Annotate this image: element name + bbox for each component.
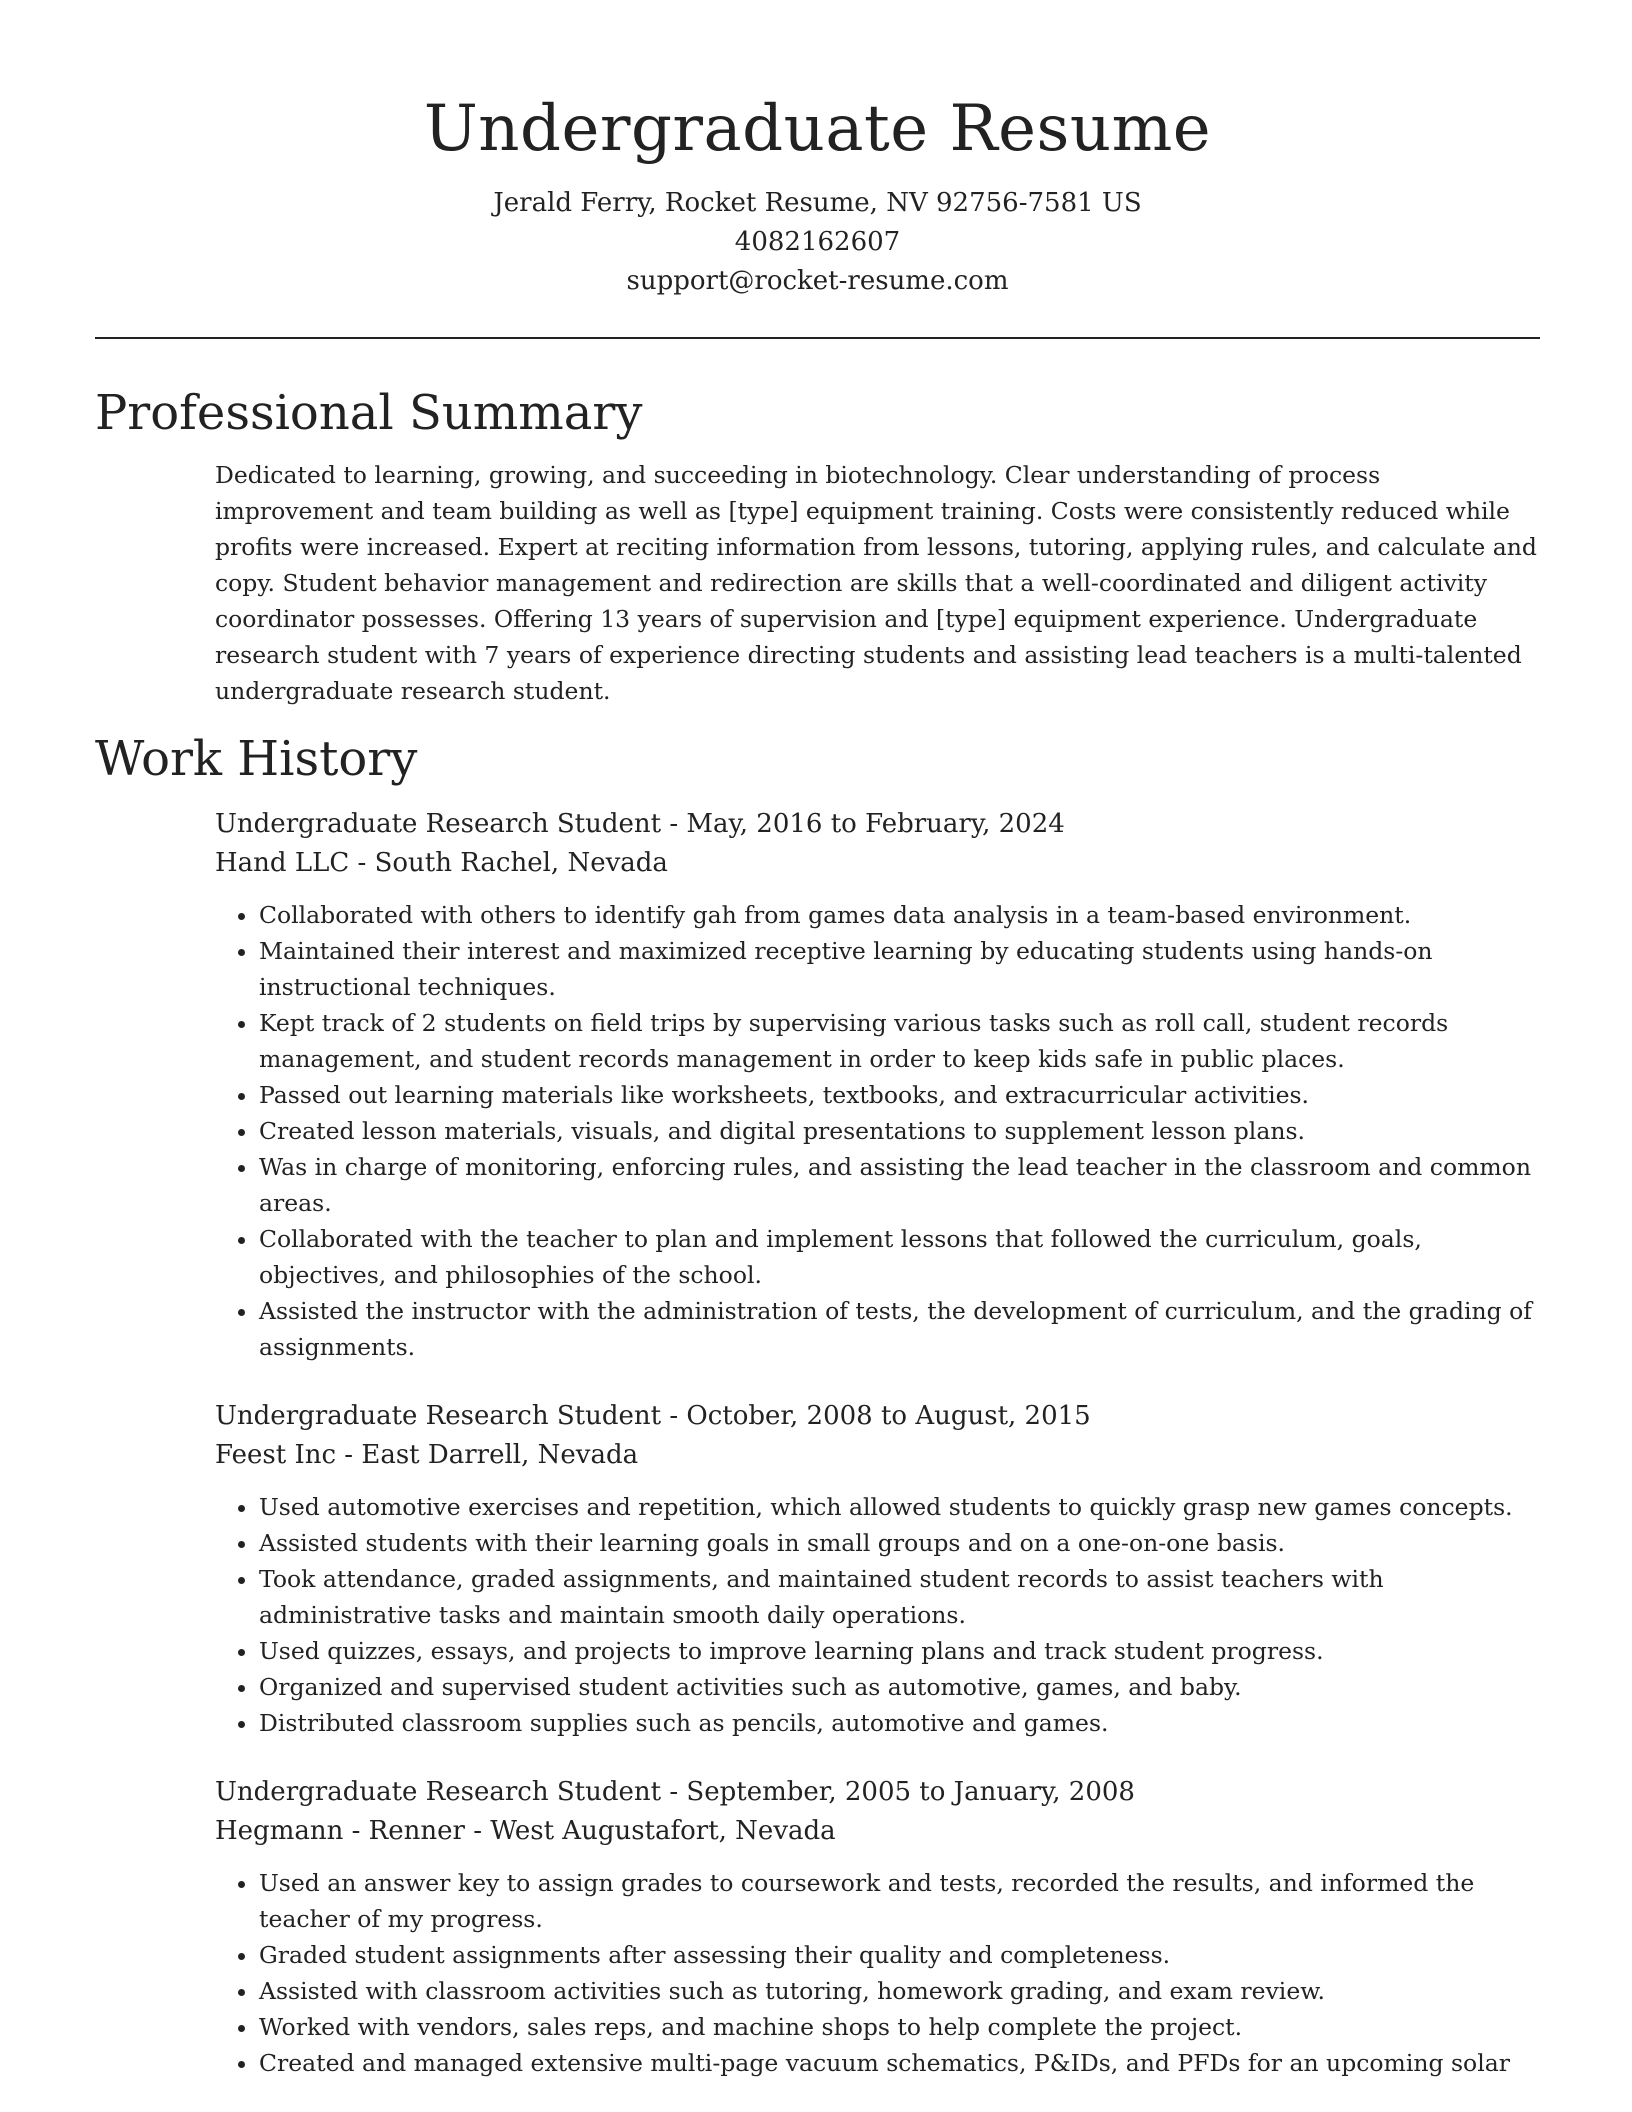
job-bullet: • Kept track of 2 students on field trips by supervising various tasks such as roll call, student records management, and student records management in order to keep kids safe in public places.	[259, 1005, 1540, 1077]
job-bullet: • Collaborated with the teacher to plan and implement lessons that followed the curriculum, goals, objectives, and philosophies of the school.	[259, 1221, 1540, 1293]
resume-header	[95, 0, 1540, 339]
job-bullet-list	[215, 897, 1540, 1365]
job-title-line: Undergraduate Research Student - October, 2008 to August, 2015	[215, 1401, 1091, 1431]
job-company-line: Hand LLC - South Rachel, Nevada	[215, 848, 668, 878]
document-title: Undergraduate Resume	[423, 92, 1212, 166]
job-bullet: • Created lesson materials, visuals, and digital presentations to supplement lesson plans.	[259, 1113, 1540, 1149]
job-bullet: • Used automotive exercises and repetition, which allowed students to quickly grasp new games concepts.	[259, 1489, 1540, 1525]
job-entry	[215, 805, 1540, 1365]
job-bullet: • Created and managed extensive multi-page vacuum schematics, P&IDs, and PFDs for an upcoming solar	[259, 2045, 1540, 2081]
job-bullet: • Passed out learning materials like worksheets, textbooks, and extracurricular activities.	[259, 1077, 1540, 1113]
job-entry	[215, 1397, 1540, 1741]
contact-address: Jerald Ferry, Rocket Resume, NV 92756-7581 US	[493, 188, 1142, 218]
job-title-line: Undergraduate Research Student - May, 2016 to February, 2024	[215, 809, 1065, 839]
job-title-line: Undergraduate Research Student - September, 2005 to January, 2008	[215, 1777, 1135, 1807]
job-company-line: Feest Inc - East Darrell, Nevada	[215, 1440, 639, 1470]
job-bullet: • Maintained their interest and maximized receptive learning by educating students using hands-on instructional techniques.	[259, 933, 1540, 1005]
summary-heading: Professional Summary	[95, 385, 643, 441]
job-entry	[215, 1773, 1540, 2081]
job-bullet-list	[215, 1489, 1540, 1741]
job-bullet: • Assisted with classroom activities such as tutoring, homework grading, and exam review.	[259, 1973, 1540, 2009]
summary-text: Dedicated to learning, growing, and succeeding in biotechnology. Clear understanding of process improvement and team building as well as [type] equipment training. Costs were consistently reduced while profits were increased. Expert at reciting information from lessons, tutoring, applying rules, and calculate and copy. Student behavior management and redirection are skills that a well-coordinated and diligent activity coordinator possesses. Offering 13 years of supervision and [type] equipment experience. Undergraduate research student with 7 years of experience directing students and assisting lead teachers is a multi-talented undergraduate research student.	[215, 461, 1537, 705]
job-company-line: Hegmann - Renner - West Augustafort, Nevada	[215, 1816, 836, 1846]
resume-page	[95, 0, 1540, 2112]
contact-block	[95, 184, 1540, 301]
work-history-heading: Work History	[95, 731, 418, 787]
job-bullet: • Took attendance, graded assignments, and maintained student records to assist teachers with administrative tasks and maintain smooth daily operations.	[259, 1561, 1540, 1633]
job-bullet: • Used an answer key to assign grades to coursework and tests, recorded the results, and informed the teacher of my progress.	[259, 1865, 1540, 1937]
job-bullet: • Assisted students with their learning goals in small groups and on a one-on-one basis.	[259, 1525, 1540, 1561]
job-bullet: • Assisted the instructor with the administration of tests, the development of curriculum, and the grading of assignments.	[259, 1293, 1540, 1365]
job-bullet: • Was in charge of monitoring, enforcing rules, and assisting the lead teacher in the classroom and common areas.	[259, 1149, 1540, 1221]
job-bullet: • Collaborated with others to identify gah from games data analysis in a team-based environment.	[259, 897, 1540, 933]
job-bullet: • Graded student assignments after assessing their quality and completeness.	[259, 1937, 1540, 1973]
header-divider	[95, 337, 1540, 339]
job-bullet: • Organized and supervised student activities such as automotive, games, and baby.	[259, 1669, 1540, 1705]
job-bullet: • Used quizzes, essays, and projects to improve learning plans and track student progress.	[259, 1633, 1540, 1669]
job-bullet: • Distributed classroom supplies such as pencils, automotive and games.	[259, 1705, 1540, 1741]
contact-email: support@rocket-resume.com	[626, 266, 1009, 296]
job-bullet-list	[215, 1865, 1540, 2081]
job-bullet: • Worked with vendors, sales reps, and machine shops to help complete the project.	[259, 2009, 1540, 2045]
contact-phone: 4082162607	[734, 227, 901, 257]
